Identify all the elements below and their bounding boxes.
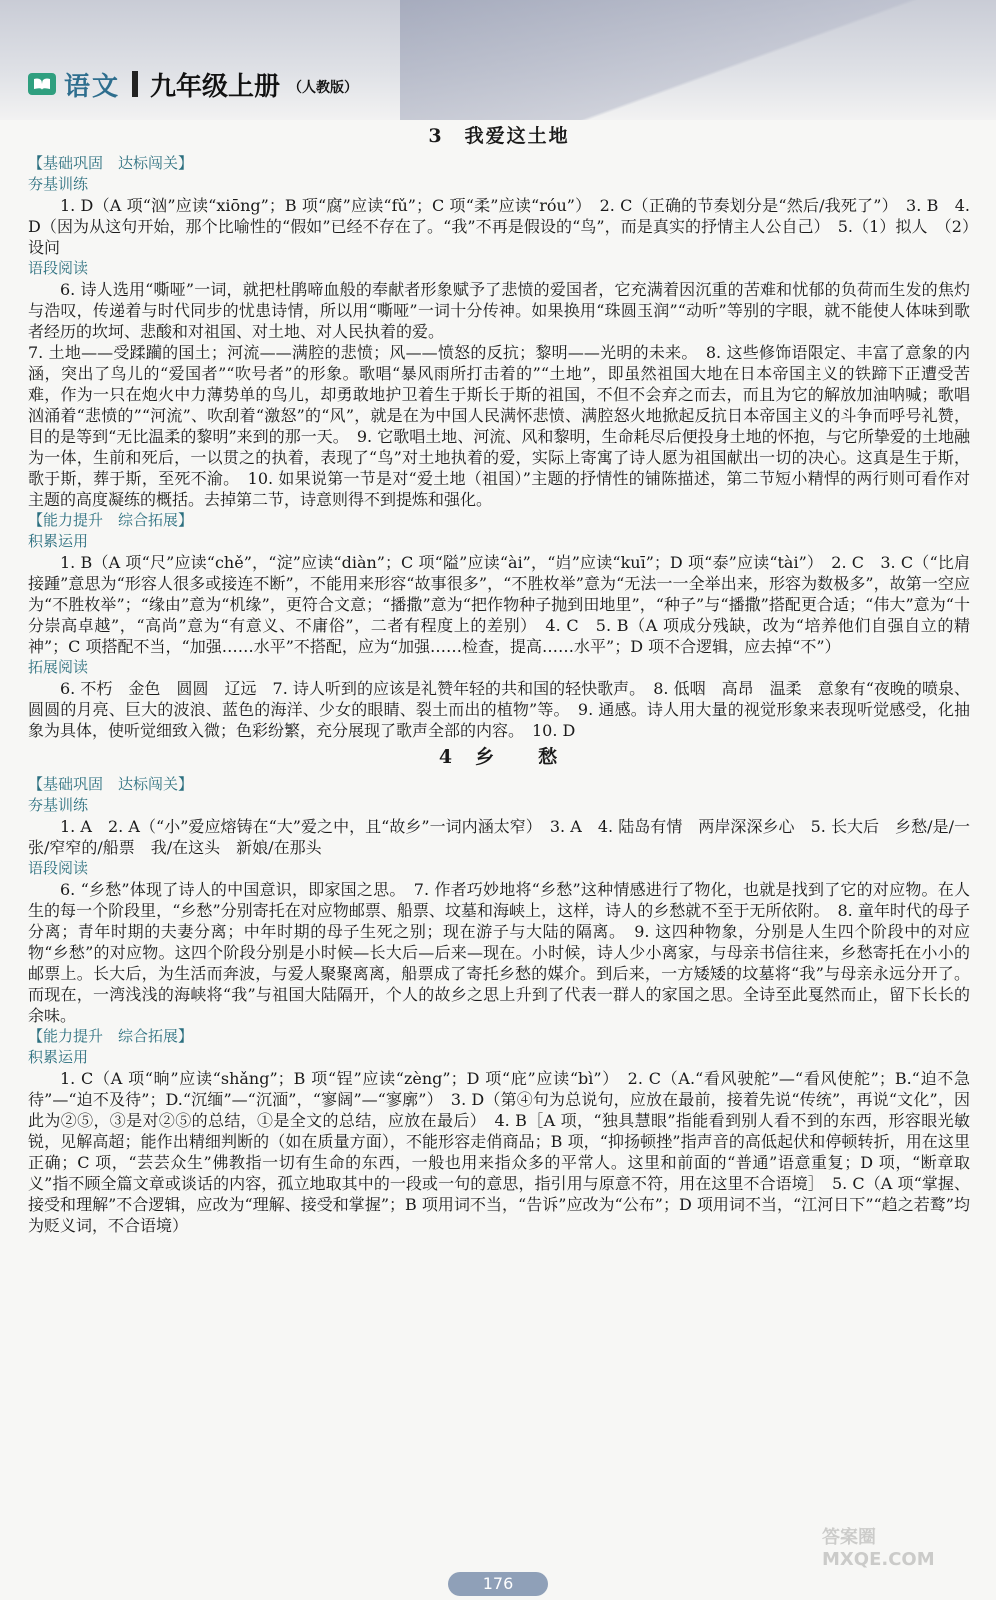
grade-label: 九年级上册 xyxy=(150,71,281,102)
lesson-3-answers-5: 6. 不朽 金色 圆圆 辽远 7. 诗人听到的应该是礼赞年轻的共和国的轻快歌声。 8. 低咽 高昂 温柔 意象有“夜晚的喷泉、圆圆的月亮、巨大的波浪、蓝色的海洋、少女的眼睛、裂土而出的植物”等。 9. 通感。诗人用大量的视觉形象来表现听觉感受，化抽象为具体，使听觉细致入微；色彩纷繁，充分展现了歌声全部的内容。 10. D xyxy=(28,679,970,740)
lesson-3-sub-training: 夯基训练 xyxy=(28,175,89,193)
answer-content xyxy=(28,126,970,1236)
watermark-text: 答案圈 MXQE.COM xyxy=(822,1527,935,1570)
edition-label: （人教版） xyxy=(288,80,359,96)
lesson-3-answers-1: 1. D（A 项“汹”应读“xiōng”；B 项“腐”应读“fǔ”；C 项“柔”应读“róu”） 2. C（正确的节奏划分是“然后/我死了”） 3. B 4. D（因为从这句开始，那个比喻性的“假如”已经不存在了。“我”不再是假设的“鸟”，而是真实的抒情主人公自己） 5.（1）拟人 （2）设问 xyxy=(28,196,970,257)
lesson-4-sub-training: 夯基训练 xyxy=(28,796,89,814)
lesson-4-answers-3: 1. C（A 项“晌”应读“shǎng”；B 项“锃”应读“zèng”；D 项“庇”应读“bì”） 2. C（A.“看风驶舵”—“看风使舵”；B.“迫不急待”—“迫不及待”；D.“沉缅”—“沉湎”，“寥阔”—“寥廓”） 3. D（第④句为总说句，应放在最前，接着先说“传统”，再说“文化”，因此为②⑤，③是对②⑤的总结，①是全文的总结，应放在最后） 4. B［A 项，“独具慧眼”指能看到别人看不到的东西，形容眼光敏锐，见解高超；能作出精细判断的（如在质量方面），不能形容走俏商品；B 项，“抑扬顿挫”指声音的高低起伏和停顿转折，用在这里正确；C 项，“芸芸众生”佛教指一切有生命的东西，一般也用来指众多的平常人。这里和前面的“普通”语意重复；D 项，“断章取义”指不顾全篇文章或谈话的内容，孤立地取其中的一段或一句的意思，指引用与原意不符，用在这里不合语境］ 5. C（A 项“掌握、接受和理解”不合逻辑，应改为“理解、接受和掌握”；B 项用词不当，“告诉”应改为“公布”；D 项用词不当，“江河日下”“趋之若鹜”均为贬义词，不合语境） xyxy=(28,1069,970,1235)
lesson-3-answers-4: 1. B（A 项“尺”应读“chě”，“淀”应读“diàn”；C 项“隘”应读“ài”，“岿”应读“kuī”；D 项“泰”应读“tài”） 2. C 3. C（“比肩接踵”意思为“形容人很多或接连不断”，不能用来形容“故事很多”，“不胜枚举”意为“无法一一全举出来，形容为数极多”，故第一空应为“不胜枚举”；“缘由”意为“机缘”，更符合文意；“播撒”意为“把作物种子抛到田地里”，“种子”与“播撒”搭配更合适；“伟大”意为“十分崇高卓越”，“高尚”意为“有意义、不庸俗”，二者有程度上的差别） 4. C 5. B（A 项成分残缺，改为“培养他们自强自立的精神”；C 项搭配不当，“加强……水平”不搭配，应为“加强……检查，提高……水平”；D 项不合逻辑，应去掉“不”） xyxy=(28,553,970,656)
lesson-3-sub-reading: 语段阅读 xyxy=(28,259,89,277)
lesson-4-section-basic: 【基础巩固 达标闯关】 xyxy=(28,775,194,793)
lesson-4-answers-1: 1. A 2. A（“小”爱应熔铸在“大”爱之中，且“故乡”一词内涵太窄） 3. A 4. 陆岛有情 两岸深深乡心 5. 长大后 乡愁/是/一张/窄窄的/船票 我/在这头 新娘/在那头 xyxy=(28,817,970,857)
lesson-4-section-ability: 【能力提升 综合拓展】 xyxy=(28,1027,194,1045)
lesson-3-sub-extended-reading: 拓展阅读 xyxy=(28,658,89,676)
lesson-3-answers-3: 7. 土地——受蹂躏的国土；河流——满腔的悲愤；风——愤怒的反抗；黎明——光明的未来。 8. 这些修饰语限定、丰富了意象的内涵，突出了鸟儿的“爱国者”“吹号者”的形象。歌唱“暴风雨所打击着的”“土地”，即虽然祖国大地在日本帝国主义的铁蹄下正遭受苦难，作为一只在炮火中力薄势单的鸟儿，却勇敢地护卫着生于斯长于斯的祖国，不但不会弃之而去，而且为它的解放加油呐喊；歌唱汹涌着“悲愤的”“河流”、吹刮着“激怒”的“风”，就是在为中国人民满怀悲愤、满腔怒火地掀起反抗日本帝国主义的斗争而呼号礼赞，目的是等到“无比温柔的黎明”来到的那一天。 9. 它歌唱土地、河流、风和黎明，生命耗尽后便投身土地的怀抱，与它所挚爱的土地融为一体，生前和死后，一以贯之的执着，表现了“鸟”对土地执着的爱，实际上寄寓了诗人愿为祖国献出一切的决心。这真是生于斯，歌于斯，葬于斯，至死不渝。 10. 如果说第一节是对“爱土地（祖国）”主题的抒情性的铺陈描述，第二节短小精悍的两行则可看作对主题的高度凝练的概括。去掉第二节，诗意则得不到提炼和强化。 xyxy=(28,343,970,509)
lesson-4-title: 4 乡 愁 xyxy=(438,746,560,768)
lesson-3-sub-accumulation: 积累运用 xyxy=(28,532,89,550)
lesson-3-section-ability: 【能力提升 综合拓展】 xyxy=(28,511,194,529)
book-header xyxy=(28,64,358,104)
lesson-4-sub-reading: 语段阅读 xyxy=(28,859,89,877)
lesson-3-answers-2: 6. 诗人选用“嘶哑”一词，就把杜鹃啼血般的奉献者形象赋予了悲愤的爱国者，它充满着因沉重的苦难和忧郁的负荷而生发的焦灼与浩叹，传递着与时代同步的忧患诗情，所以用“嘶哑”一词十分传神。如果换用“珠圆玉润”“动听”等别的字眼，就不能使人体味到歌者经历的坎坷、悲酸和对祖国、对土地、对人民执着的爱。 xyxy=(28,280,970,341)
subject-label: 语文 xyxy=(64,71,121,102)
lesson-3-section-basic: 【基础巩固 达标闯关】 xyxy=(28,154,194,172)
lesson-4-sub-accumulation: 积累运用 xyxy=(28,1048,89,1066)
book-leaf-icon xyxy=(28,73,56,95)
page-number: 176 xyxy=(448,1572,548,1596)
watermark-logo xyxy=(822,1500,972,1570)
divider-bar xyxy=(132,71,138,97)
lesson-4-answers-2: 6. “乡愁”体现了诗人的中国意识，即家国之思。 7. 作者巧妙地将“乡愁”这种情感进行了物化，也就是找到了它的对应物。在人生的每一个阶段里，“乡愁”分别寄托在对应物邮票、船票、坟墓和海峡上，这样，诗人的乡愁就不至于无所依附。 8. 童年时代的母子分离；青年时期的夫妻分离；中年时期的母子生死之别；现在游子与大陆的隔离。 9. 这四种物象，分别是人生四个阶段中的对应物“乡愁”的对应物。这四个阶段分别是小时候—长大后—后来—现在。小时候，诗人少小离家，与母亲书信往来，乡愁寄托在小小的邮票上。长大后，为生活而奔波，与爱人聚聚离离，船票成了寄托乡愁的媒介。到后来，一方矮矮的坟墓将“我”与母亲永远分开了。而现在，一湾浅浅的海峡将“我”与祖国大陆隔开，个人的故乡之思上升到了代表一群人的家国之思。全诗至此戛然而止，留下长长的余味。 xyxy=(28,880,970,1025)
lesson-3-title: 3 我爱这土地 xyxy=(428,125,570,147)
